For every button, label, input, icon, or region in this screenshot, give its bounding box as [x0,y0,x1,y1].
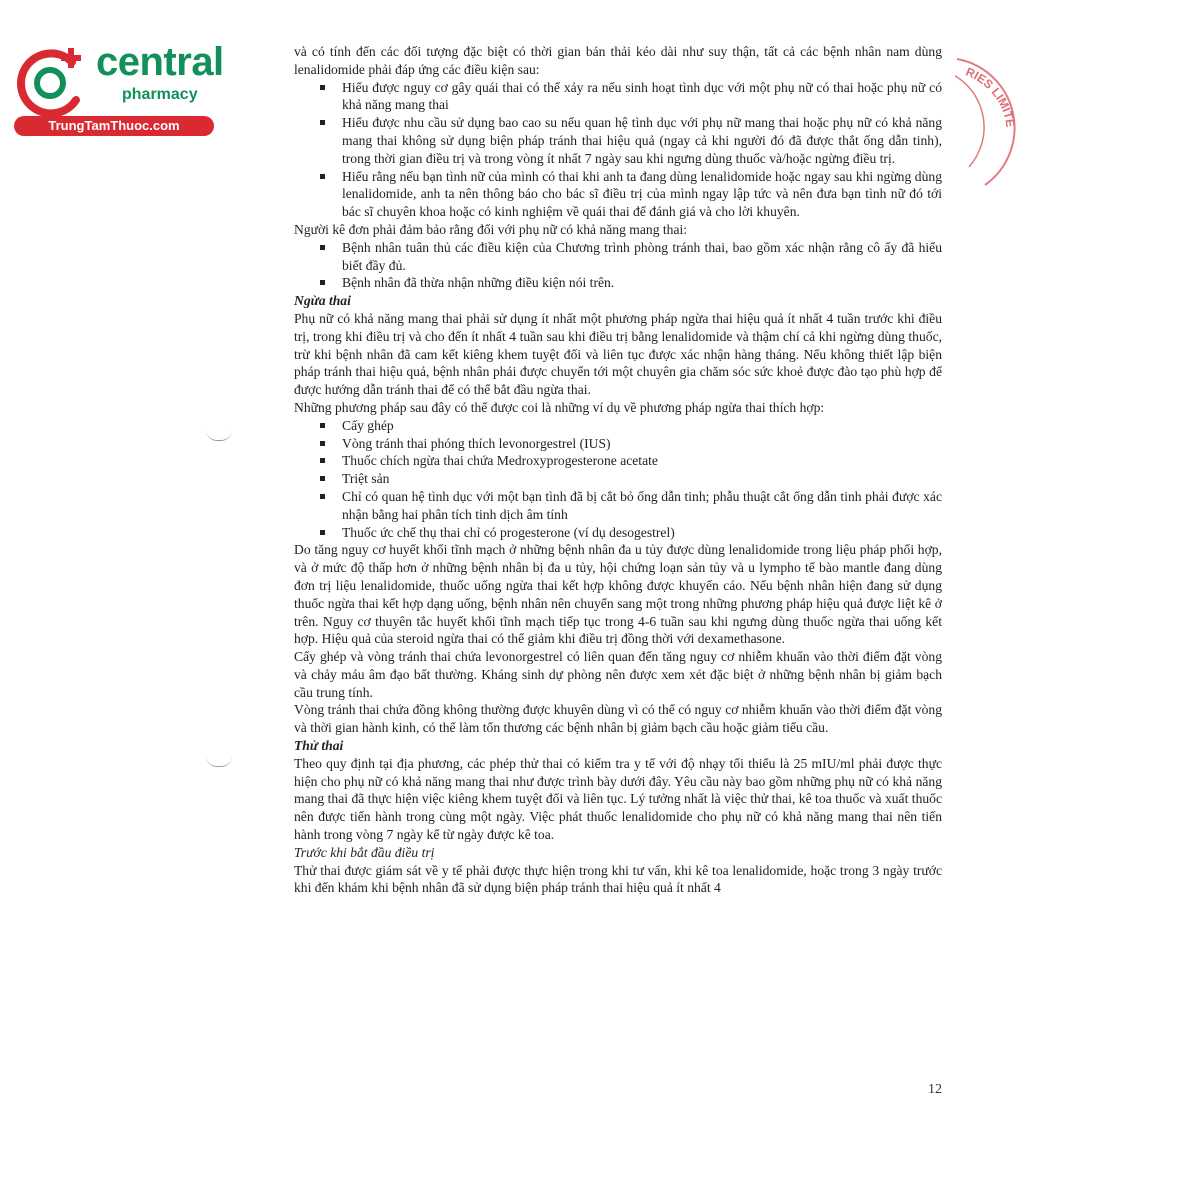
central-logo-mark-icon [10,40,96,126]
paragraph-thrombosis: Do tăng nguy cơ huyết khối tĩnh mạch ở những bệnh nhân đa u tủy được dùng lenalidomide trong liệu pháp phối hợp, và ở mức độ thấp hơn ở những bệnh nhân bị đa u tủy, hội chứng loạn sản tủy và u lympho tế bào mantle đang dùng đơn trị liệu lenalidomide, thuốc uống ngừa thai kết hợp không được khuyến cáo. Nếu bệnh nhân hiện đang sử dụng thuốc ngừa thai kết hợp dạng uống, bệnh nhân nên chuyển sang một trong những phương pháp hiệu quả được liệt kê ở trên. Nguy cơ thuyên tắc huyết khối tĩnh mạch tiếp tục trong 4-6 tuần sau khi ngưng dùng thuốc ngừa thai uống kết hợp. Hiệu quả của steroid ngừa thai có thể giảm khi điều trị đồng thời với dexamethasone. [294,542,942,647]
paragraph-intro: và có tính đến các đối tượng đặc biệt có thời gian bán thải kéo dài như suy thận, tất cả các bệnh nhân nam dùng lenalidomide phải đáp ứng các điều kiện sau: [294,44,942,77]
list-item: Hiểu được nhu cầu sử dụng bao cao su nếu quan hệ tình dục với phụ nữ mang thai hoặc phụ nữ có khả năng mang thai không sử dụng biện pháp tránh thai hiệu quả (ngay cả khi người đó đã được thắt ống dẫn tinh), trong thời gian điều trị và trong vòng ít nhất 7 ngày sau khi ngưng dùng thuốc và/hoặc ngừng điều trị. [342,115,942,166]
paragraph-contraception: Phụ nữ có khả năng mang thai phải sử dụng ít nhất một phương pháp ngừa thai hiệu quả ít nhất 4 tuần trước khi điều trị, trong khi điều trị và cho đến ít nhất 4 tuần sau khi điều trị bằng lenalidomide và thậm chí cả khi ngừng dùng thuốc, trừ khi bệnh nhân đã cam kết kiêng khem tuyệt đối và liên tục được xác nhận hàng tháng. Nếu không thiết lập biện pháp tránh thai hiệu quả, bệnh nhân phải được chuyển tới một chuyên gia chăm sóc sức khoẻ được đào tạo phù hợp để được hướng dẫn tránh thai để có thể bắt đầu ngừa thai. [294,310,942,398]
document-body [294,43,942,897]
list-item: Bệnh nhân tuân thủ các điều kiện của Chương trình phòng tránh thai, bao gồm xác nhận rằng cô ấy đã hiểu biết đầy đủ. [342,239,942,273]
list-item: Hiểu rằng nếu bạn tình nữ của mình có thai khi anh ta đang dùng lenalidomide hoặc ngay sau khi ngừng dùng lenalidomide, anh ta nên thông báo cho bác sĩ điều trị của mình ngay lập tức và nên đưa bạn tình nữ đó tới bác sĩ chuyên khoa hoặc có kinh nghiệm về quái thai để đánh giá và cho lời khuyên. [342,168,942,220]
logo-subtitle: pharmacy [122,86,198,103]
logo-website-banner: TrungTamThuoc.com [14,116,214,136]
punch-mark [206,430,232,441]
list-contraception-methods [294,417,942,542]
paragraph-before-treatment: Thử thai được giám sát về y tế phải được thực hiện trong khi tư vấn, khi kê toa lenalidomide, hoặc trong 3 ngày trước khi đến khám khi bệnh nhân đã sử dụng biện pháp tránh thai hiệu quả ít nhất 4 [294,862,942,896]
central-pharmacy-logo [10,34,224,138]
list-item: Triệt sản [342,470,942,488]
heading-pregnancy-test: Thử thai [294,738,344,754]
logo-wordmark: central [96,40,224,84]
list-item: Cấy ghép [342,417,942,435]
paragraph-copper-iud: Vòng tránh thai chứa đồng không thường được khuyên dùng vì có thể có nguy cơ nhiễm khuẩn vào thời điểm đặt vòng và thời gian hành kinh, có thể làm tổn thương các bệnh nhân bị giảm bạch cầu hoặc giảm tiểu cầu. [294,702,942,736]
stamp-text: RIES LIMITE [963,64,1018,129]
subheading-before-treatment: Trước khi bắt đầu điều trị [294,844,435,860]
list-item: Vòng tránh thai phóng thích levonorgestrel (IUS) [342,435,942,453]
list-male-conditions [294,79,942,221]
punch-mark [206,756,232,767]
paragraph-pregnancy-test: Theo quy định tại địa phương, các phép thử thai có kiểm tra y tế với độ nhạy tối thiểu là 25 mIU/ml phải được thực hiện cho phụ nữ có khả năng mang thai như được trình bày dưới đây. Yêu cầu này bao gồm những phụ nữ có khả năng mang thai đã thực hiện việc kiêng khem tuyệt đối và liên tục. Lý tưởng nhất là việc thử thai, kê toa thuốc và xuất thuốc nên được tiến hành trong cùng một ngày. Việc phát thuốc lenalidomide cho phụ nữ có khả năng mang thai nên tiến hành trong vòng 7 ngày kể từ ngày được kê toa. [294,755,942,843]
paragraph-methods: Những phương pháp sau đây có thể được coi là những ví dụ về phương pháp ngừa thai thích hợp: [294,399,825,415]
list-item: Bệnh nhân đã thừa nhận những điều kiện nói trên. [342,274,942,292]
page-number: 12 [928,1082,942,1097]
list-item: Thuốc chích ngừa thai chứa Medroxyprogesterone acetate [342,452,942,470]
paragraph-prescriber: Người kê đơn phải đảm bảo rằng đối với phụ nữ có khả năng mang thai: [294,221,688,237]
heading-contraception: Ngừa thai [294,293,351,309]
list-prescriber-conditions [294,239,942,292]
list-item: Thuốc ức chế thụ thai chỉ có progesterone (ví dụ desogestrel) [342,524,942,542]
paragraph-implant: Cấy ghép và vòng tránh thai chứa levonorgestrel có liên quan đến tăng nguy cơ nhiễm khuẩn vào thời điểm đặt vòng và chảy máu âm đạo bất thường. Kháng sinh dự phòng nên được xem xét đặc biệt ở những bệnh nhân bị giảm bạch cầu trung tính. [294,649,942,700]
list-item: Chỉ có quan hệ tình dục với một bạn tình đã bị cắt bỏ ống dẫn tinh; phẫu thuật cắt ống dẫn tinh phải được xác nhận bằng hai phân tích tinh dịch âm tính [342,488,942,522]
company-stamp [955,55,1025,190]
list-item: Hiểu được nguy cơ gây quái thai có thể xảy ra nếu sinh hoạt tình dục với một phụ nữ có thai hoặc phụ nữ có khả năng mang thai [342,79,942,113]
